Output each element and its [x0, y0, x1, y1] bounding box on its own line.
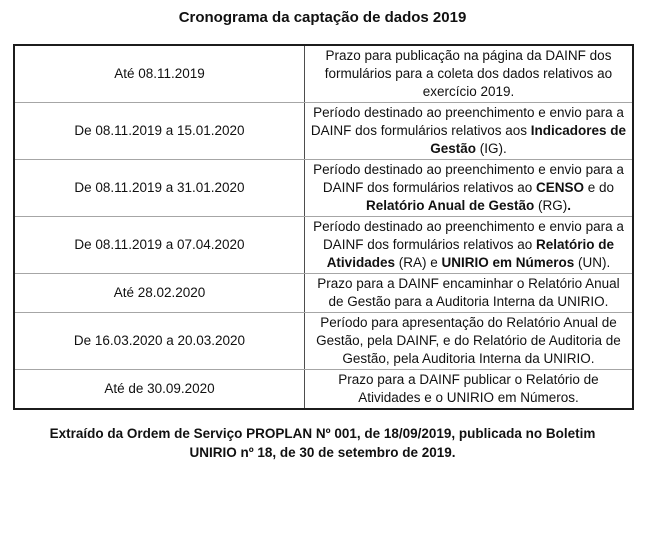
- period-text: De 08.11.2019 a 31.01.2020: [74, 180, 245, 195]
- text-segment: .: [567, 198, 572, 213]
- table-row: [15, 46, 632, 102]
- description-cell: [305, 160, 632, 216]
- text-segment: Período destinado ao preenchimento e envio para a DAINF dos formulários relativos aos: [310, 105, 624, 138]
- description-cell: [305, 46, 632, 102]
- table-row: [15, 216, 632, 273]
- period-text: De 08.11.2019 a 07.04.2020: [74, 237, 245, 252]
- period-text: De 16.03.2020 a 20.03.2020: [73, 333, 246, 348]
- period-cell: [15, 274, 305, 312]
- description-text: [309, 161, 628, 215]
- text-segment: Prazo para a DAINF publicar o Relatório de Atividades e o UNIRIO em Números.: [338, 372, 599, 405]
- period-text: Até 08.11.2019: [114, 66, 205, 81]
- text-segment: e do: [584, 180, 615, 195]
- text-segment: (IG).: [476, 141, 507, 156]
- text-segment: CENSO: [536, 180, 585, 195]
- description-text: [309, 104, 628, 158]
- description-text: [309, 275, 628, 311]
- period-text: Até 28.02.2020: [113, 285, 206, 300]
- page-title: Cronograma da captação de dados 2019: [178, 9, 467, 26]
- period-cell: [15, 217, 305, 273]
- description-cell: [305, 274, 632, 312]
- text-segment: Período destinado ao preenchimento e envio para a DAINF dos formulários relativos ao: [313, 162, 624, 195]
- period-cell: [15, 370, 305, 408]
- period-cell: [15, 46, 305, 102]
- source-note: Extraído da Ordem de Serviço PROPLAN Nº 001, de 18/09/2019, publicada no Boletim UNIRIO nº 18, de 30 de setembro de 2019.: [49, 426, 596, 460]
- table-row: [15, 159, 632, 216]
- text-segment: UNIRIO em Números: [441, 255, 575, 270]
- period-cell: [15, 103, 305, 159]
- period-text: Até de 30.09.2020: [104, 381, 215, 396]
- description-text: [309, 314, 628, 368]
- table-row: [15, 312, 632, 369]
- period-cell: [15, 160, 305, 216]
- period-cell: [15, 313, 305, 369]
- table-row: [15, 273, 632, 312]
- description-cell: [305, 217, 632, 273]
- text-segment: (RG): [534, 198, 568, 213]
- text-segment: Indicadores de Gestão: [430, 123, 627, 156]
- text-segment: Relatório Anual de Gestão: [365, 198, 535, 213]
- text-segment: (UN).: [574, 255, 611, 270]
- text-segment: Período destinado ao preenchimento e envio para a DAINF dos formulários relativos ao: [313, 219, 624, 252]
- description-text: [309, 218, 628, 272]
- text-segment: Prazo para publicação na página da DAINF dos formulários para a coleta dos dados relativos ao exercício 2019.: [324, 48, 613, 99]
- description-text: [309, 47, 628, 101]
- table-row: [15, 102, 632, 159]
- period-text: De 08.11.2019 a 15.01.2020: [74, 123, 245, 138]
- text-segment: (RA) e: [394, 255, 442, 270]
- table-row: [15, 369, 632, 408]
- description-cell: [305, 370, 632, 408]
- text-segment: Prazo para a DAINF encaminhar o Relatório Anual de Gestão para a Auditoria Interna da UNIRIO.: [317, 276, 620, 309]
- description-text: [309, 371, 628, 407]
- text-segment: Relatório de Atividades: [326, 237, 615, 270]
- description-cell: [305, 103, 632, 159]
- schedule-table: [13, 44, 634, 410]
- text-segment: Período para apresentação do Relatório Anual de Gestão, pela DAINF, e do Relatório de Auditoria de Gestão, pela Auditoria Interna da UNIRIO.: [316, 315, 621, 366]
- description-cell: [305, 313, 632, 369]
- document-page: [0, 9, 645, 548]
